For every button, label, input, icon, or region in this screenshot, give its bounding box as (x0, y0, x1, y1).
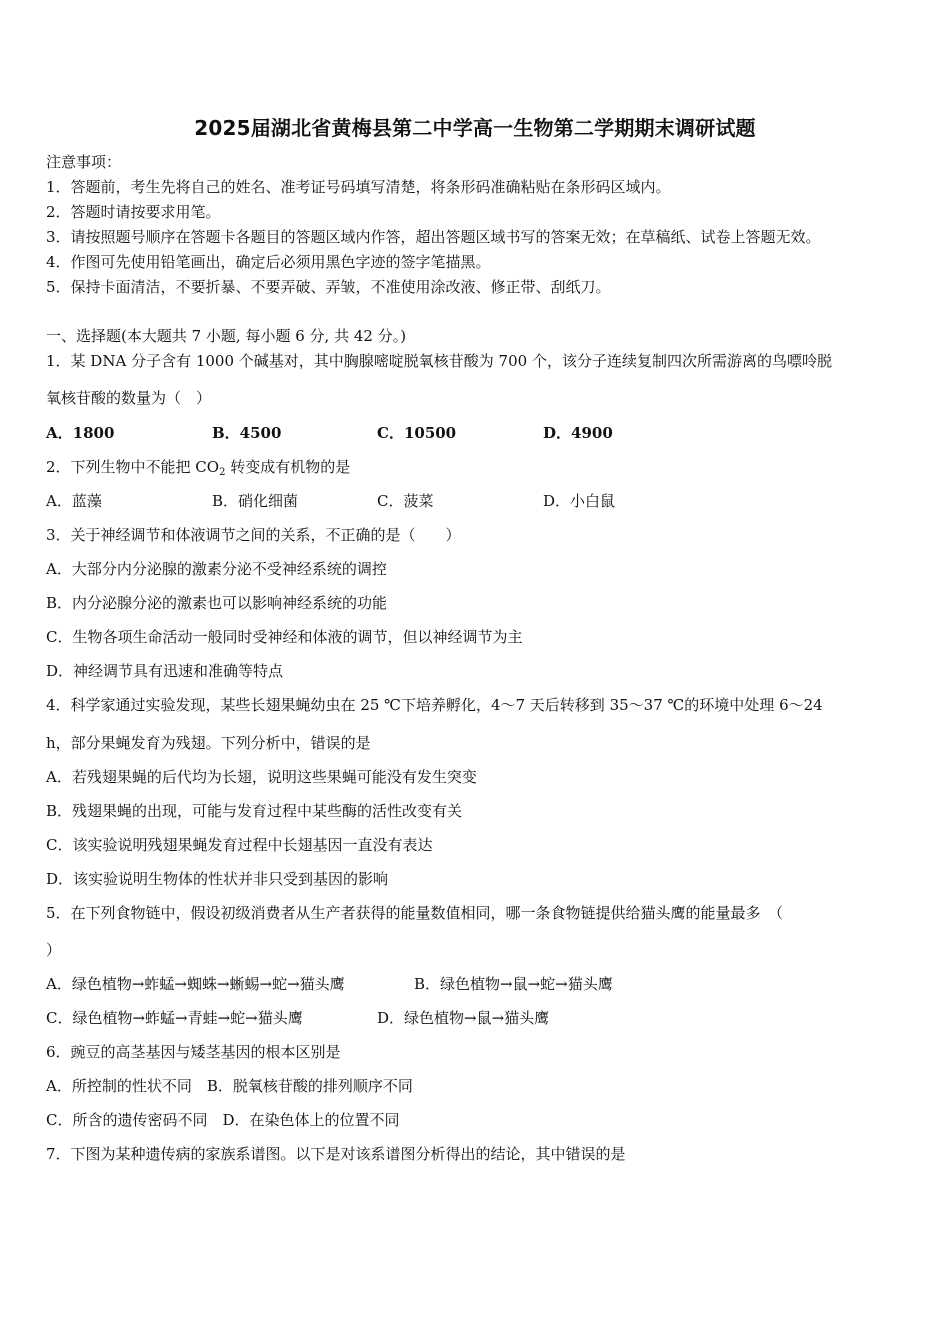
q1-option-a: A．1800 (46, 424, 115, 442)
notice-item: 1．答题前，考生先将自己的姓名、准考证号码填写清楚，将条形码准确粘贴在条形码区域内。 (46, 178, 671, 196)
q1-option-d: D．4900 (543, 424, 613, 442)
exam-title: 2025届湖北省黄梅县第二中学高一生物第二学期期末调研试题 (194, 116, 756, 140)
q5-option-c: C．绿色植物→蚱蜢→青蛙→蛇→猫头鹰 (46, 1009, 303, 1027)
q2-stem (46, 457, 350, 483)
q5-option-b: B．绿色植物→鼠→蛇→猫头鹰 (414, 975, 613, 993)
q2-option-a: A．蓝藻 (46, 492, 102, 510)
q3-option-b: B．内分泌腺分泌的激素也可以影响神经系统的功能 (46, 594, 388, 612)
notice-heading: 注意事项： (46, 153, 122, 171)
q1-stem-line1: 1．某 DNA 分子含有 1000 个碱基对，其中胸腺嘧啶脱氧核苷酸为 700 个，该分子连续复制四次所需游离的鸟嘌呤脱 (46, 352, 832, 370)
q6-options-row2: C．所含的遗传密码不同 D．在染色体上的位置不同 (46, 1111, 400, 1129)
q7-stem: 7．下图为某种遗传病的家族系谱图。以下是对该系谱图分析得出的结论，其中错误的是 (46, 1145, 626, 1163)
q2-option-d: D．小白鼠 (543, 492, 616, 510)
q1-stem-line2: 氧核苷酸的数量为（ ） (46, 389, 212, 407)
q1-option-c: C．10500 (377, 424, 457, 442)
q4-stem-line2: h，部分果蝇发育为残翅。下列分析中，错误的是 (46, 734, 371, 752)
q2-stem-pre: 2．下列生物中不能把 CO (46, 458, 220, 476)
q2-stem-post: 转变成有机物的是 (225, 458, 351, 476)
notice-item: 2．答题时请按要求用笔。 (46, 203, 221, 221)
q4-option-d: D．该实验说明生物体的性状并非只受到基因的影响 (46, 870, 389, 888)
q1-option-b: B．4500 (212, 424, 282, 442)
q4-option-a: A．若残翅果蝇的后代均为长翅，说明这些果蝇可能没有发生突变 (46, 768, 477, 786)
q5-option-d: D．绿色植物→鼠→猫头鹰 (377, 1009, 550, 1027)
q3-option-c: C．生物各项生命活动一般同时受神经和体液的调节，但以神经调节为主 (46, 628, 523, 646)
q2-option-c: C．菠菜 (377, 492, 434, 510)
q2-stem-subscript: 2 (219, 467, 226, 478)
notice-item: 5．保持卡面清洁，不要折暴、不要弄破、弄皱，不准使用涂改液、修正带、刮纸刀。 (46, 278, 611, 296)
q3-option-d: D．神经调节具有迅速和准确等特点 (46, 662, 284, 680)
section-heading: 一、选择题(本大题共 7 小题, 每小题 6 分, 共 42 分。) (46, 327, 407, 345)
q4-stem-line1: 4．科学家通过实验发现，某些长翅果蝇幼虫在 25 ℃下培养孵化，4～7 天后转移到 35～37 ℃的环境中处理 6～24 (46, 696, 823, 714)
q5-stem-line2: ） (46, 941, 62, 959)
notice-item: 3．请按照题号顺序在答题卡各题目的答题区域内作答，超出答题区域书写的答案无效；在草稿纸、试卷上答题无效。 (46, 228, 821, 246)
q4-option-c: C．该实验说明残翅果蝇发育过程中长翅基因一直没有表达 (46, 836, 433, 854)
q5-option-a: A．绿色植物→蚱蜢→蜘蛛→蜥蜴→蛇→猫头鹰 (46, 975, 345, 993)
q5-stem-line1: 5．在下列食物链中，假设初级消费者从生产者获得的能量数值相同，哪一条食物链提供给猫头鹰的能量最多 （ (46, 904, 784, 922)
q6-stem: 6．豌豆的高茎基因与矮茎基因的根本区别是 (46, 1043, 341, 1061)
q6-options-row1: A．所控制的性状不同 B．脱氧核苷酸的排列顺序不同 (46, 1077, 413, 1095)
notice-item: 4．作图可先使用铅笔画出，确定后必须用黑色字迹的签字笔描黑。 (46, 253, 491, 271)
q4-option-b: B．残翅果蝇的出现，可能与发育过程中某些酶的活性改变有关 (46, 802, 463, 820)
q2-option-b: B．硝化细菌 (212, 492, 299, 510)
q3-stem: 3．关于神经调节和体液调节之间的关系，不正确的是（ ） (46, 526, 461, 544)
q3-option-a: A．大部分内分泌腺的激素分泌不受神经系统的调控 (46, 560, 387, 578)
